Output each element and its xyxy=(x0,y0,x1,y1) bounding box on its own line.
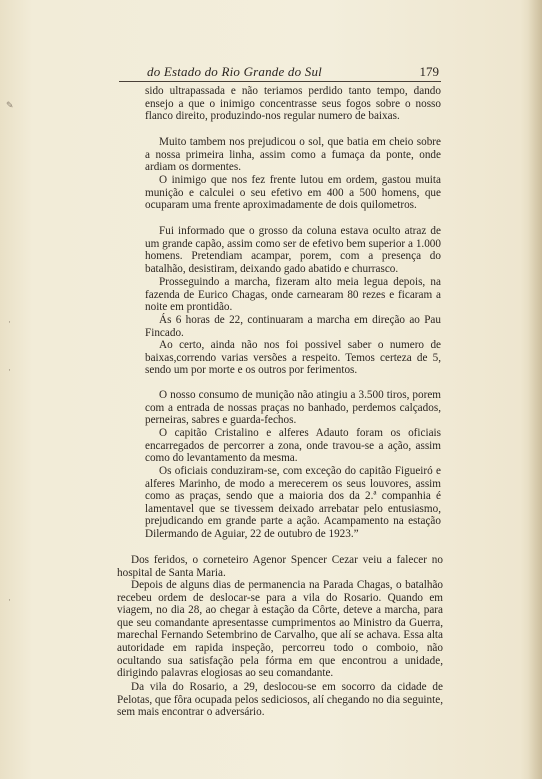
quote-paragraph: Ao certo, ainda não nos foi possivel saber o numero de baixas,correndo varias versões a respeito. Temos certeza de 5, sendo um por morte e os outros por ferimentos. xyxy=(145,339,441,377)
margin-speck: · xyxy=(8,595,11,605)
quote-paragraph: Prosseguindo a marcha, fizeram alto meia legua depois, na fazenda de Eurico Chagas, onde carnearam 80 rezes e ficaram a noite em prontidão. xyxy=(145,276,441,314)
body-paragraph: Dos feridos, o corneteiro Agenor Spencer Cezar veiu a falecer no hospital de Santa Maria. xyxy=(117,554,443,579)
quote-paragraph: Muito tambem nos prejudicou o sol, que batia em cheio sobre a nossa primeira linha, assim como a fumaça da ponte, onde ardiam os dormentes. xyxy=(145,136,441,174)
quote-paragraph: Fui informado que o grosso da coluna estava oculto atraz de um grande capão, assim como ser de efetivo bem superior a 1.000 homens. Pretendiam acampar, porem, com a presença do batalhão, desistiram, deixando gado abatido e churrasco. xyxy=(145,225,441,275)
body-paragraph: Depois de alguns dias de permanencia na Parada Chagas, o batalhão recebeu ordem de deslocar-se para a vila do Rosario. Quando em viagem, no dia 28, ao chegar à estação da Côrte, deteve a marcha, para que seu comandante apresentasse cumprimentos ao Ministro da Guerra, marechal Fernando Setembrino de Carvalho, que alí se achava. Essa alta autoridade em rapida inspeção, percorreu todo o comboio, não ocultando sua satisfação pela fórma em que encontrou a unidade, dirigindo palavras elogiosas ao seu comandante. xyxy=(117,579,443,680)
page-number: 179 xyxy=(419,64,439,79)
quote-paragraph: sido ultrapassada e não teriamos perdido tanto tempo, dando ensejo a que o inimigo concentrasse seus fogos sobre o nosso flanco direito, produzindo-nos regular numero de baixas. xyxy=(145,85,441,123)
margin-speck: ✎ xyxy=(6,100,14,110)
quote-paragraph: O capitão Cristalino e alferes Adauto foram os oficiais encarregados de percorrer a zona, onde travou-se a ação, assim como do levantamento da mesma. xyxy=(145,427,441,465)
header-rule xyxy=(119,81,441,82)
page-edge-shadow xyxy=(528,0,542,779)
quote-paragraph: Ás 6 horas de 22, continuaram a marcha em direção ao Pau Fincado. xyxy=(145,314,441,339)
quote-paragraph: O inimigo que nos fez frente lutou em ordem, gastou muita munição e calculei o seu efetivo em 400 a 500 homens, que ocuparam uma frente aproximadamente de dois quilometros. xyxy=(145,174,441,212)
margin-speck: · xyxy=(8,365,11,375)
body-paragraph: Da vila do Rosario, a 29, deslocou-se em socorro da cidade de Pelotas, que fôra ocupada pelos sediciosos, alí chegando no dia seguinte, sem mais encontrar o adversário. xyxy=(117,681,443,719)
margin-speck: · xyxy=(8,317,11,327)
running-header xyxy=(119,64,439,82)
quote-paragraph: Os oficiais conduziram-se, com exceção do capitão Figueiró e alferes Marinho, de modo a merecerem os seus louvores, assim como as praças, sendo que a maioria dos da 2.ª companhia é lamentavel que se tivessem deixado arrebatar pelo entusiasmo, prejudicando em grande parte a ação. Acampamento na estação Dilermando de Aguiar, 22 de outubro de 1923.” xyxy=(145,465,441,540)
running-title: do Estado do Rio Grande do Sul xyxy=(147,64,322,79)
quote-paragraph: O nosso consumo de munição não atingiu a 3.500 tiros, porem com a entrada de nossas praças no banhado, perdemos calçados, perneiras, sabres e guarda-fechos. xyxy=(145,389,441,427)
